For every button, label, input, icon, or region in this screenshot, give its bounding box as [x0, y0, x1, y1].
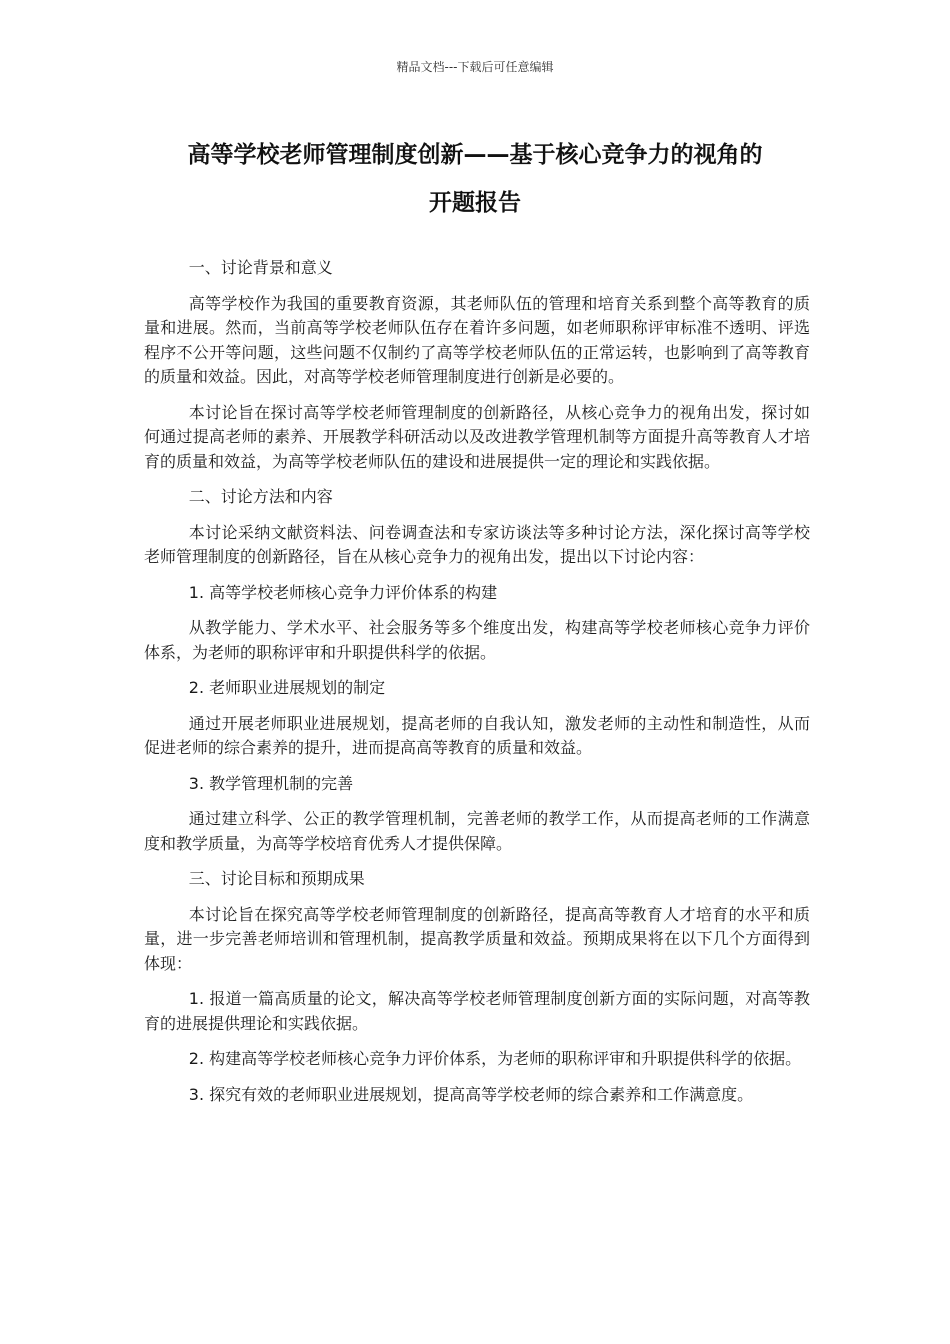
list-item: 2. 构建高等学校老师核心竞争力评价体系，为老师的职称评审和升职提供科学的依据。: [188, 1049, 802, 1068]
paragraph: 高等学校作为我国的重要教育资源，其老师队伍的管理和培育关系到整个高等教育的质量和进展。然而，当前高等学校老师队伍存在着许多问题，如老师职称评审标准不透明、评选程序不公开等问题，这些问题不仅制约了高等学校老师队伍的正常运转，也影响到了高等教育的质量和效益。因此，对高等学校老师管理制度进行创新是必要的。: [144, 293, 810, 386]
paragraph: 本讨论旨在探究高等学校老师管理制度的创新路径，提高高等教育人才培育的水平和质量，进一步完善老师培训和管理机制，提高教学质量和效益。预期成果将在以下几个方面得到体现：: [144, 904, 810, 973]
list-item-heading: 2. 老师职业进展规划的制定: [188, 678, 386, 697]
title-line-2: 开题报告: [429, 190, 521, 216]
list-item-heading: 1. 高等学校老师核心竞争力评价体系的构建: [188, 582, 498, 602]
paragraph: 本讨论旨在探讨高等学校老师管理制度的创新路径，从核心竞争力的视角出发，探讨如何通过提高老师的素养、开展教学科研活动以及改进教学管理机制等方面提升高等教育人才培育的质量和效益，为高等学校老师队伍的建设和进展提供一定的理论和实践依据。: [144, 402, 810, 471]
section-heading-2: 二、讨论方法和内容: [188, 487, 333, 506]
list-item-heading: 3. 教学管理机制的完善: [188, 773, 354, 793]
section-heading-3: 三、讨论目标和预期成果: [188, 869, 365, 888]
list-item: 3. 探究有效的老师职业进展规划，提高高等学校老师的综合素养和工作满意度。: [188, 1084, 754, 1104]
list-item: 1. 报道一篇高质量的论文，解决高等学校老师管理制度创新方面的实际问题，对高等教育的进展提供理论和实践依据。: [144, 989, 810, 1033]
paragraph: 通过建立科学、公正的教学管理机制，完善老师的教学工作，从而提高老师的工作满意度和教学质量，为高等学校培育优秀人才提供保障。: [144, 809, 810, 853]
paragraph: 本讨论采纳文献资料法、问卷调查法和专家访谈法等多种讨论方法，深化探讨高等学校老师管理制度的创新路径，旨在从核心竞争力的视角出发，提出以下讨论内容：: [144, 522, 810, 566]
paragraph: 从教学能力、学术水平、社会服务等多个维度出发，构建高等学校老师核心竞争力评价体系，为老师的职称评审和升职提供科学的依据。: [144, 618, 810, 662]
section-heading-1: 一、讨论背景和意义: [188, 258, 333, 277]
document-title: [120, 131, 830, 227]
title-line-1: 高等学校老师管理制度创新——基于核心竞争力的视角的: [187, 142, 763, 168]
document-body: [144, 256, 810, 1118]
paragraph: 通过开展老师职业进展规划，提高老师的自我认知，激发老师的主动性和制造性，从而促进老师的综合素养的提升，进而提高高等教育的质量和效益。: [144, 713, 810, 757]
header-note: 精品文档---下载后可任意编辑: [396, 60, 554, 74]
